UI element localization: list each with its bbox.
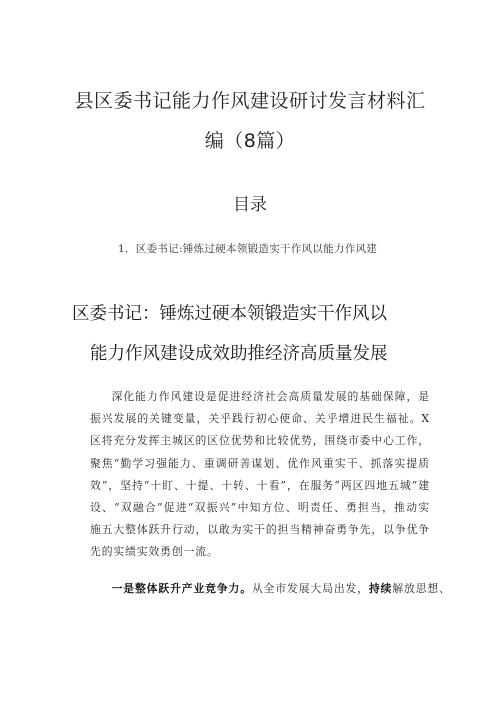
toc-item[interactable]: 1．区委书记:锤炼过硬本领锻造实干作风以能力作风建 [118, 243, 378, 255]
paragraph-2-text: 从全市发展大局出发， [251, 582, 369, 595]
article-title-line-2: 能力作风建设成效助推经济高质量发展 [90, 344, 388, 364]
article-paragraph-1: 深化能力作风建设是促进经济社会高质量发展的基础保障，是振兴发展的关键变量，关乎践行初心使命、关乎增进民生福祉。X区将充分发挥主城区的区位优势和比较优势，围绕市委中心工作，聚焦“勤学习强能力、重调研善谋划、优作风重实干、抓落实提质效”，坚持“十盯、十提、十转、十看”，在服务“两区四地五城”建设、“双融合”促进“双振兴”中知方位、明责任、勇担当，推动实施五大整体跃升行动，以敢为实干的担当精神奋勇争先，以争优争先的实绩实效勇创一流。 [90, 390, 430, 559]
document-title-line-1: 县区委书记能力作风建设研讨发言材料汇 [74, 90, 426, 112]
paragraph-2-text-rest: 解放思想、 [392, 582, 451, 595]
paragraph-2-lead-heading: 一是整体跃升产业竞争力。 [111, 582, 252, 595]
article-paragraph-2 [90, 578, 451, 602]
document-title-line-2: 编（8篇） [204, 130, 296, 152]
toc-heading: 目录 [233, 195, 267, 215]
article-title-line-1: 区委书记：锤炼过硬本领锻造实干作风以 [72, 304, 387, 324]
paragraph-2-bold-word: 持续 [368, 582, 393, 595]
